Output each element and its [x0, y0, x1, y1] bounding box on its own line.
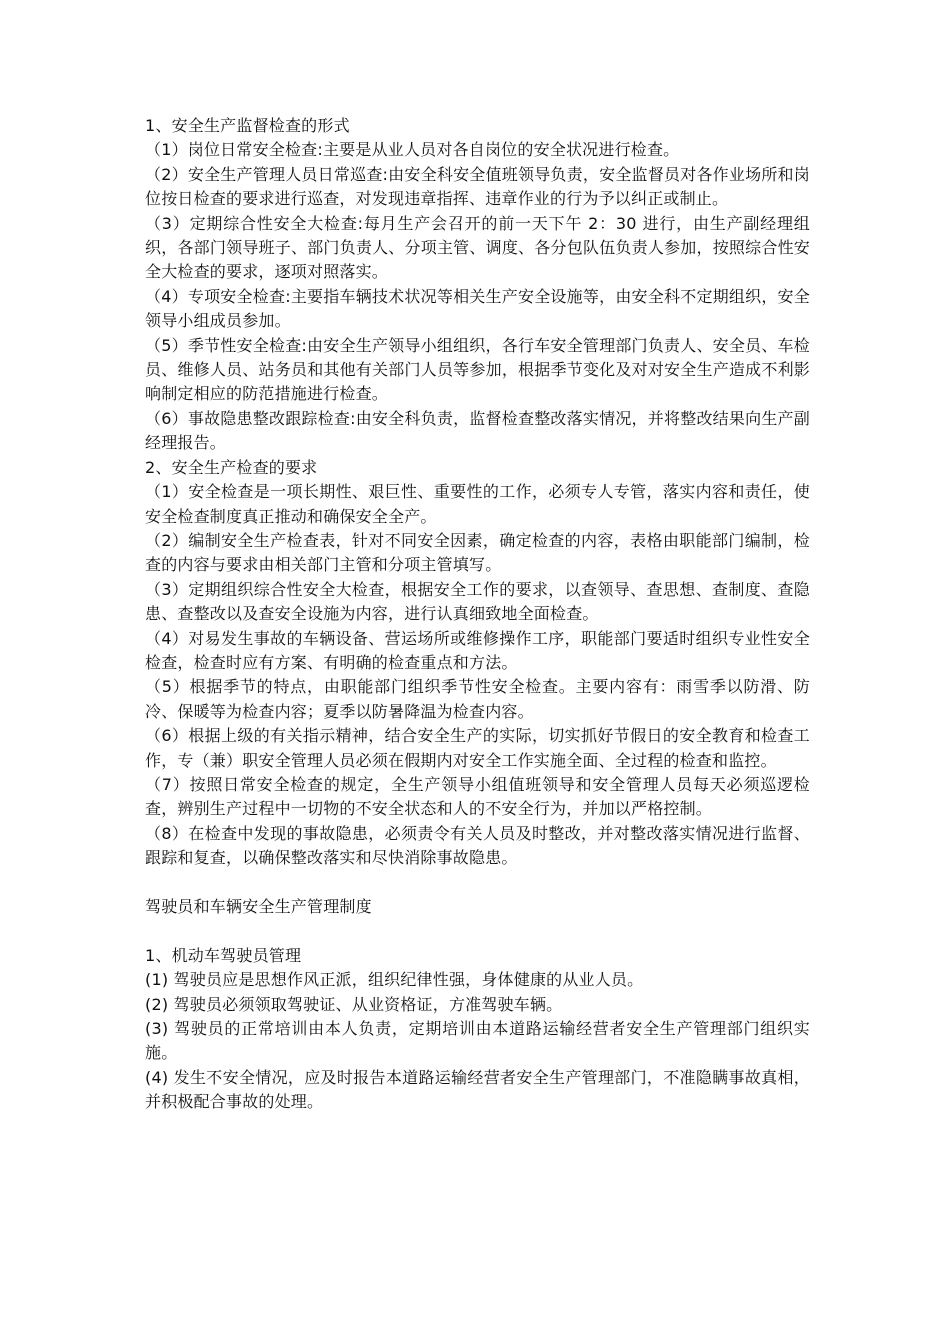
section2-item-7: （7）按照日常安全检查的规定，全生产领导小组值班领导和安全管理人员每天必须巡逻检查，辨别生产过程中一切物的不安全状态和人的不安全行为，并加以严格控制。: [145, 774, 810, 819]
section2-item-8: （8）在检查中发现的事故隐患，必须责令有关人员及时整改，并对整改落实情况进行监督、跟踪和复查，以确保整改落实和尽快消除事故隐患。: [145, 823, 810, 868]
section2-item-3: （3）定期组织综合性安全大检查，根据安全工作的要求，以查领导、查思想、查制度、查隐患、查整改以及查安全设施为内容，进行认真细致地全面检查。: [145, 579, 810, 624]
section2-item-2: （2）编制安全生产检查表，针对不同安全因素，确定检查的内容，表格由职能部门编制，检查的内容与要求由相关部门主管和分项主管填写。: [145, 530, 810, 575]
section2-item-1: （1）安全检查是一项长期性、艰巨性、重要性的工作，必须专人专管，落实内容和责任，使安全检查制度真正推动和确保安全全产。: [145, 482, 810, 526]
section1-item-1: （1）岗位日常安全检查:主要是从业人员对各自岗位的安全状况进行检查。: [145, 140, 680, 160]
section2-item-5: （5）根据季节的特点，由职能部门组织季节性安全检查。主要内容有：雨雪季以防滑、防冷、保暖等为检查内容；夏季以防暑降温为检查内容。: [145, 677, 810, 721]
document-title: 驾驶员和车辆安全生产管理制度: [145, 896, 372, 916]
section1-item-5: （5）季节性安全检查:由安全生产领导小组组织，各行车安全管理部门负责人、安全员、车检员、维修人员、站务员和其他有关部门人员等参加，根据季节变化及对对安全生产造成不利影响制定相应的防范措施进行检查。: [145, 335, 810, 404]
section1-item-2: （2）安全生产管理人员日常巡查:由安全科安全值班领导负责，安全监督员对各作业场所和岗位按日检查的要求进行巡查，对发现违章指挥、违章作业的行为予以纠正或制止。: [145, 164, 810, 209]
section1-heading: 1、安全生产监督检查的形式: [145, 116, 350, 135]
section3-item-1: (1) 驾驶员应是思想作风正派，组织纪律性强，身体健康的从业人员。: [145, 970, 644, 990]
section3-item-2: (2) 驾驶员必须领取驾驶证、从业资格证，方准驾驶车辆。: [145, 994, 563, 1014]
section1-item-4: （4）专项安全检查:主要指车辆技术状况等相关生产安全设施等，由安全科不定期组织，安全领导小组成员参加。: [145, 286, 810, 331]
section3-item-3: (3) 驾驶员的正常培训由本人负责，定期培训由本道路运输经营者安全生产管理部门组织实施。: [145, 1019, 810, 1063]
section2-item-6: （6）根据上级的有关指示精神，结合安全生产的实际，切实抓好节假日的安全教育和检查工作，专（兼）职安全管理人员必须在假期内对安全工作实施全面、全过程的检查和监控。: [145, 726, 810, 770]
spacer: [145, 871, 810, 895]
section2-item-4: （4）对易发生事故的车辆设备、营运场所或维修操作工序，职能部门要适时组织专业性安全检查，检查时应有方案、有明确的检查重点和方法。: [145, 628, 810, 672]
section1-item-6: （6）事故隐患整改跟踪检查:由安全科负责，监督检查整改落实情况，并将整改结果向生产副经理报告。: [145, 408, 810, 453]
document-page: [145, 114, 810, 1115]
section3-heading: 1、机动车驾驶员管理: [145, 945, 302, 965]
section1-item-3: （3）定期综合性安全大检查:每月生产会召开的前一天下午 2：30 进行，由生产副经理组织，各部门领导班子、部门负责人、分项主管、调度、各分包队伍负责人参加，按照综合性安全大检查的要求，逐项对照落实。: [145, 213, 810, 282]
section2-heading: 2、安全生产检查的要求: [145, 457, 318, 477]
spacer: [145, 919, 810, 943]
section3-item-4: (4) 发生不安全情况，应及时报告本道路运输经营者安全生产管理部门，不准隐瞒事故真相，并积极配合事故的处理。: [145, 1067, 810, 1112]
